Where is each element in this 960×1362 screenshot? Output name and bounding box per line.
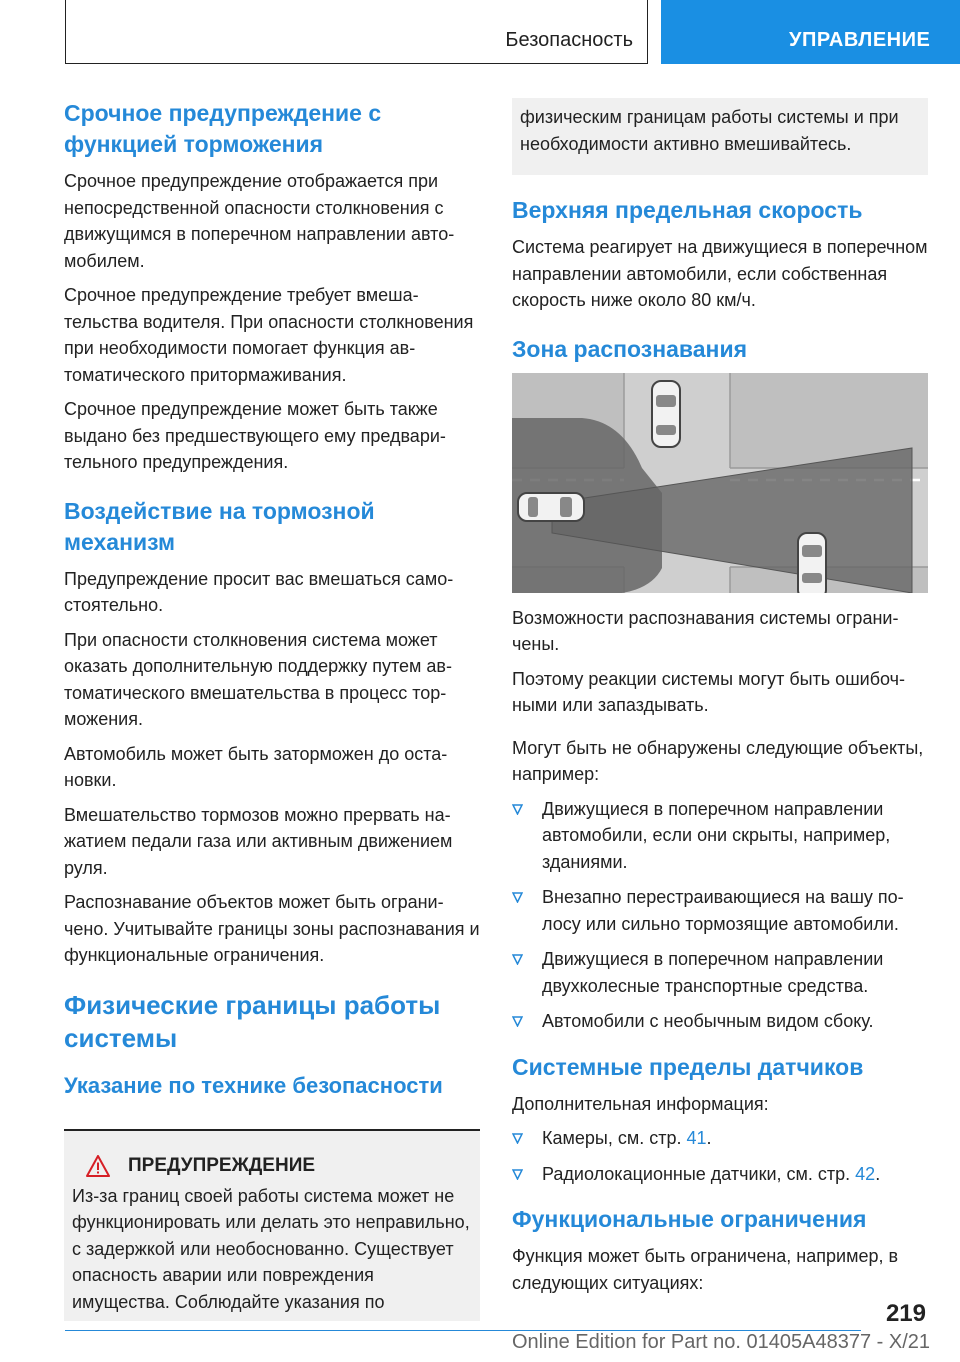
- list-triangle-icon: [512, 1133, 523, 1144]
- warning-title: ПРЕДУПРЕЖДЕНИЕ: [128, 1154, 316, 1176]
- list-triangle-icon: [512, 804, 523, 815]
- paragraph: Автомобиль может быть заторможен до остановки.: [64, 743, 448, 790]
- heading-detection-zone: Зона распознавания: [512, 335, 747, 362]
- heading-sensor-limits: Системные пределы датчиков: [512, 1053, 864, 1080]
- paragraph: Могут быть не обнаружены следующие объекты, например:: [512, 737, 924, 784]
- paragraph: Вмешательство тормозов можно прервать нажатием педали газа или активным движением руля.: [64, 804, 453, 878]
- paragraph: Функция может быть ограничена, например, в следующих ситуациях:: [512, 1246, 899, 1293]
- header-chapter-title: УПРАВЛЕНИЕ: [789, 29, 931, 51]
- warning-triangle-icon: [86, 1155, 110, 1177]
- right-column: [512, 98, 928, 1296]
- page-reference-link[interactable]: 41: [686, 1128, 707, 1148]
- warning-text-continued: физическим границам работы системы и при необходимости активно вмешивайтесь.: [520, 107, 899, 154]
- paragraph: Срочное предупреждение отображается при непосредственной опасности столкновения с движущимся в поперечном направлении автомобилем.: [64, 171, 455, 271]
- page-number: 219: [885, 1300, 926, 1327]
- left-column: [64, 98, 480, 1321]
- list-item: Автомобили с необычным видом сбоку.: [512, 1008, 928, 1035]
- header-section-title: Безопасность: [505, 29, 633, 51]
- paragraph: Срочное предупреждение может быть также выдано без предшествующего ему предварительного предупреждения.: [64, 399, 446, 472]
- paragraph: Возможности распознавания системы ограничены.: [512, 607, 899, 654]
- list-triangle-icon: [512, 1169, 523, 1180]
- warning-title-row: [72, 1155, 472, 1177]
- heading-safety-note: Указание по технике безопасности: [64, 1072, 443, 1098]
- paragraph: Дополнительная информация:: [512, 1093, 769, 1114]
- paragraph: При опасности столкновения система может оказать дополнительную поддержку путем автоматического вмешательства в процесс торможения.: [64, 629, 452, 729]
- list-item: Внезапно перестраивающиеся на вашу полосу или сильно тормозящие автомобили.: [512, 884, 928, 937]
- paragraph: Система реагирует на движущиеся в поперечном направлении автомобили, если собственная скорость ниже около 80 км/ч.: [512, 237, 928, 310]
- paragraph: Распознавание объектов может быть ограничено. Учитывайте границы зоны распознавания и функциональные ограничения.: [64, 892, 480, 965]
- list-item: Радиолокационные датчики, см. стр. 42.: [512, 1161, 928, 1188]
- heading-brake-intervention: Воздействие на тормозной механизм: [64, 497, 375, 555]
- heading-system-limits: Физические границы работы системы: [64, 989, 441, 1053]
- list-item: Движущиеся в поперечном направлении двухколесные транспортные средства.: [512, 946, 928, 999]
- heading-functional-limits: Функциональные ограничения: [512, 1206, 867, 1232]
- list-item: Движущиеся в поперечном направлении автомобили, если они скрыты, например, зданиями.: [512, 796, 928, 876]
- warning-box: [64, 1129, 480, 1322]
- footer-edition: Online Edition for Part no. 01405A48377 - X/21: [511, 1331, 930, 1353]
- header-chapter-box: [661, 0, 960, 64]
- heading-upper-speed-limit: Верхняя предельная скорость: [512, 197, 863, 223]
- paragraph: Поэтому реакции системы могут быть ошибочными или запаздывать.: [512, 668, 905, 715]
- paragraph: Предупреждение просит вас вмешаться самостоятельно.: [64, 568, 454, 615]
- warning-text: Из-за границ своей работы система может не функционировать или делать это неправильно, с задержкой или необоснованно. Существует опасность аварии или повреждения имущества. Соблюдайте указания по: [72, 1185, 470, 1312]
- list-triangle-icon: [512, 892, 523, 903]
- undetected-objects-list: [512, 796, 928, 1035]
- heading-emergency-warning: Срочное предупреждение с функцией торможения: [64, 100, 382, 157]
- paragraph: Срочное предупреждение требует вмешательства водителя. При опасности столкновения при необходимости помогает функция автоматического притормаживания.: [64, 285, 474, 385]
- detection-zone-illustration: [512, 373, 928, 593]
- list-triangle-icon: [512, 954, 523, 965]
- warning-box-continuation: [512, 98, 928, 175]
- sensor-references-list: [512, 1125, 928, 1187]
- list-item: Камеры, см. стр. 41.: [512, 1125, 928, 1152]
- header-section-box: [65, 0, 648, 64]
- page-reference-link[interactable]: 42: [855, 1163, 876, 1184]
- list-triangle-icon: [512, 1016, 523, 1027]
